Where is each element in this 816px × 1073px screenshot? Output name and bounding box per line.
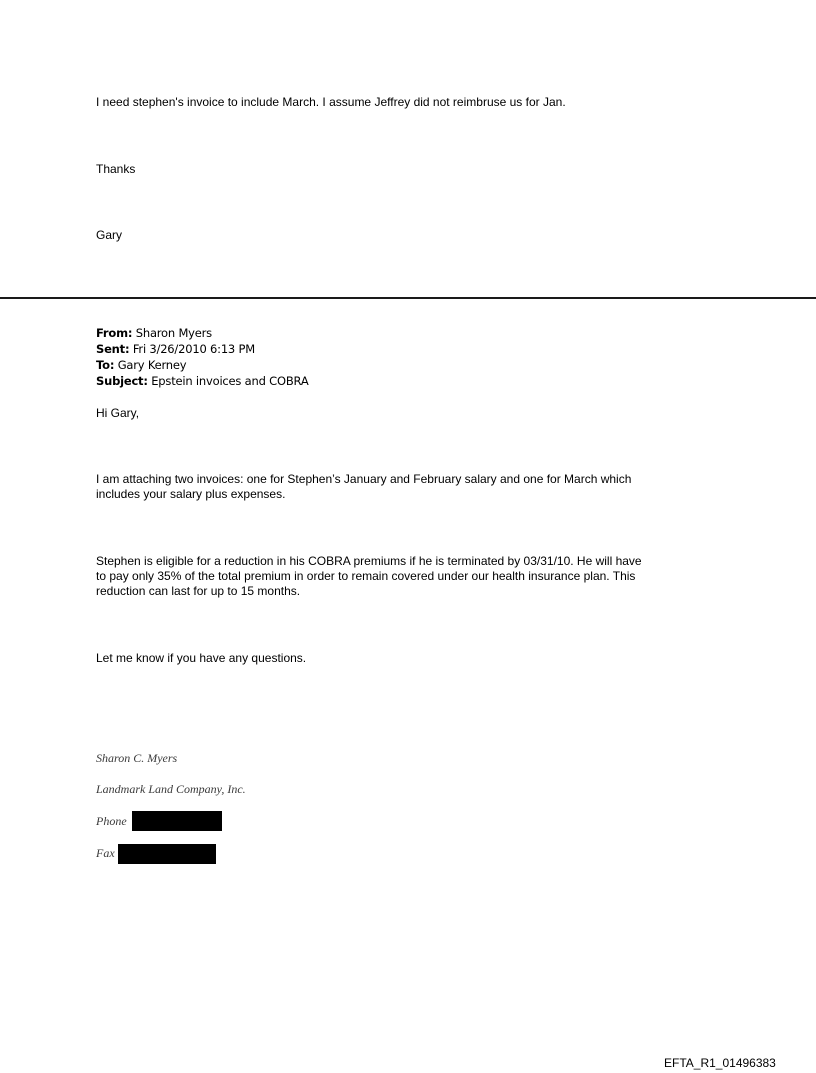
sent-value: Fri 3/26/2010 6:13 PM	[132, 342, 255, 356]
subject-label: Subject:	[96, 374, 148, 388]
paragraph-questions: Let me know if you have any questions.	[96, 651, 307, 665]
signature-name: Sharon C. Myers	[96, 751, 178, 765]
greeting: Hi Gary,	[96, 406, 140, 420]
to-value: Gary Kerney	[117, 358, 187, 372]
from-value: Sharon Myers	[135, 326, 212, 340]
paragraph-line: reduction can last for up to 15 months.	[96, 584, 301, 598]
paragraph-line: Stephen is eligible for a reduction in his COBRA premiums if he is terminated by 03/31/10. He will have	[96, 554, 642, 568]
from-label: From:	[96, 326, 133, 340]
redaction-block	[132, 811, 222, 831]
paragraph-line: includes your salary plus expenses.	[96, 487, 286, 501]
sent-line	[96, 341, 309, 357]
document-id: EFTA_R1_01496383	[664, 1056, 776, 1070]
signature-company: Landmark Land Company, Inc.	[96, 782, 246, 796]
subject-line	[96, 373, 309, 389]
paragraph-invoices	[96, 472, 631, 502]
signature-fax-label: Fax	[96, 846, 115, 860]
redaction-block	[118, 844, 216, 864]
sent-label: Sent:	[96, 342, 130, 356]
message-divider	[0, 297, 816, 299]
paragraph-line: to pay only 35% of the total premium in order to remain covered under our health insurance plan. This	[96, 569, 636, 583]
to-line	[96, 357, 309, 373]
paragraph-cobra	[96, 554, 642, 599]
paragraph-line: I am attaching two invoices: one for Stephen’s January and February salary and one for March which	[96, 472, 632, 486]
reply-text: I need stephen's invoice to include March. I assume Jeffrey did not reimbruse us for Jan.	[96, 95, 566, 109]
reply-thanks: Thanks	[96, 162, 136, 176]
email-header	[96, 325, 309, 389]
from-line	[96, 325, 309, 341]
subject-value: Epstein invoices and COBRA	[151, 374, 309, 388]
reply-signoff: Gary	[96, 228, 123, 242]
signature-phone-label: Phone	[96, 814, 127, 828]
to-label: To:	[96, 358, 115, 372]
